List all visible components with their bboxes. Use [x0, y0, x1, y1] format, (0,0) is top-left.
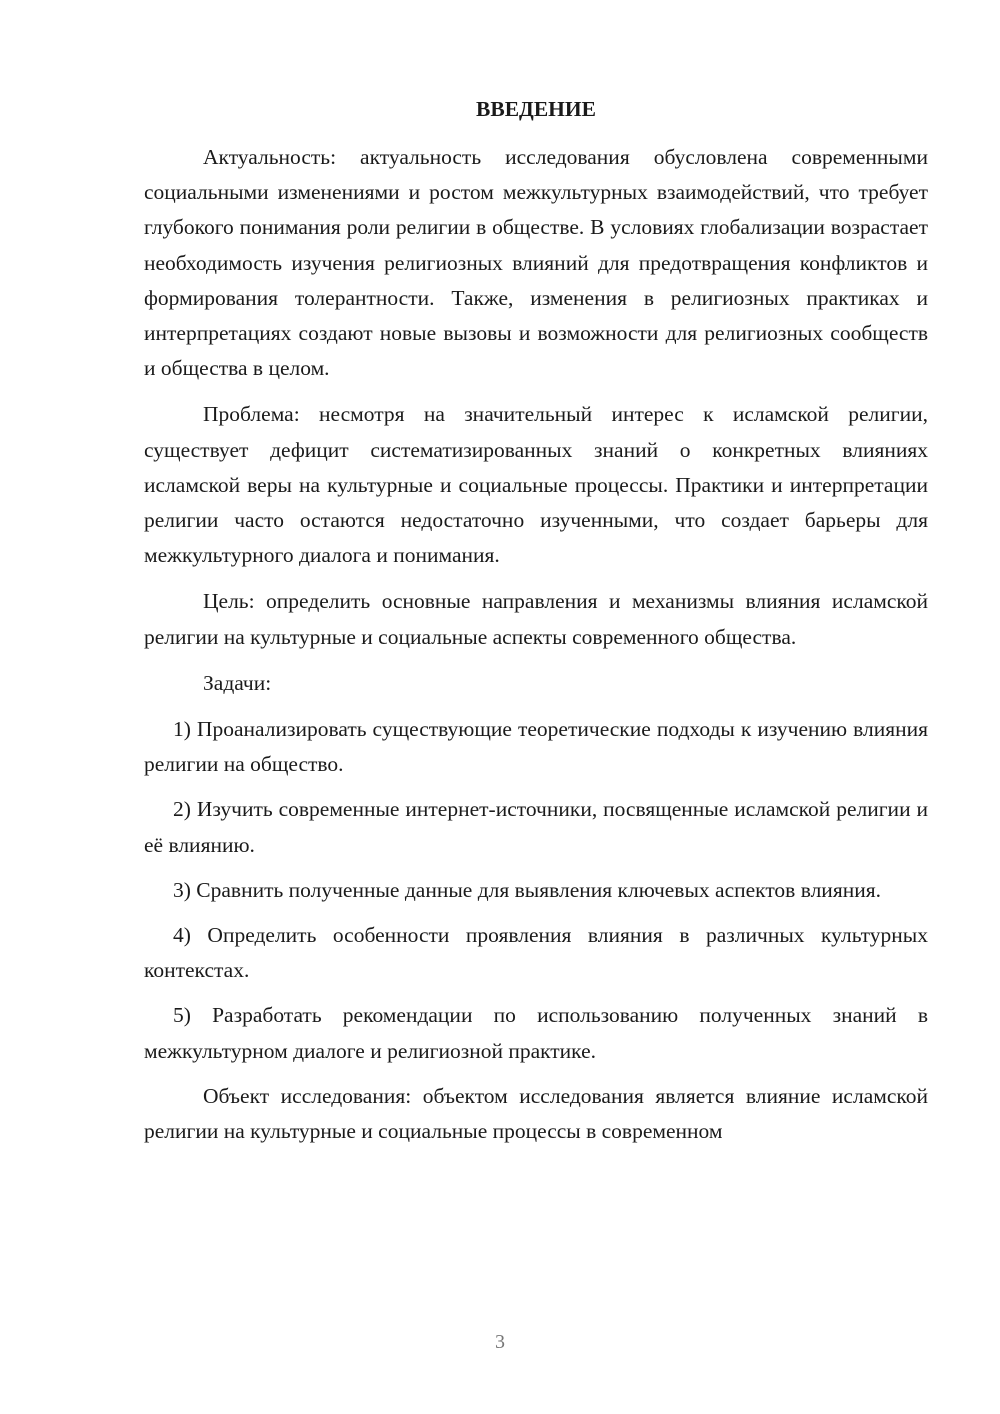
section-title: ВВЕДЕНИЕ: [476, 97, 596, 121]
paragraph-research-object: Объект исследования: объектом исследования является влияние исламской религии на культурные и социальные процессы в современном: [144, 1083, 928, 1144]
task-item-2: 2) Изучить современные интернет-источники, посвященные исламской религии и её влиянию.: [144, 797, 928, 857]
paragraph-tasks-heading: Задачи:: [203, 670, 272, 695]
page-number: 3: [495, 1331, 505, 1353]
task-item-4: 4) Определить особенности проявления влияния в различных культурных контекстах.: [144, 923, 928, 983]
paragraph-problem: Проблема: несмотря на значительный интерес к исламской религии, существует дефицит систематизированных знаний о конкретных влияниях исламской веры на культурные и социальные процессы. Практики и интерпретации религии часто остаются недостаточно изученными, что создает барьеры для межкультурного диалога и понимания.: [144, 402, 928, 568]
document-body: [144, 92, 928, 1160]
paragraph-goal: Цель: определить основные направления и механизмы влияния исламской религии на культурные и социальные аспекты современного общества.: [144, 589, 928, 649]
task-item-1: 1) Проанализировать существующие теоретические подходы к изучению влияния религии на общество.: [144, 717, 928, 777]
paragraph-relevance: Актуальность: актуальность исследования обусловлена современными социальными изменениями и ростом межкультурных взаимодействий, что требует глубокого понимания роли религии в обществе. В условиях глобализации возрастает необходимость изучения религиозных влияний для предотвращения конфликтов и формирования толерантности. Также, изменения в религиозных практиках и интерпретациях создают новые вызовы и возможности для религиозных сообществ и общества в целом.: [144, 145, 928, 381]
task-item-3: 3) Сравнить полученные данные для выявления ключевых аспектов влияния.: [173, 877, 881, 902]
task-item-5: 5) Разработать рекомендации по использованию полученных знаний в межкультурном диалоге и религиозной практике.: [144, 1003, 928, 1063]
